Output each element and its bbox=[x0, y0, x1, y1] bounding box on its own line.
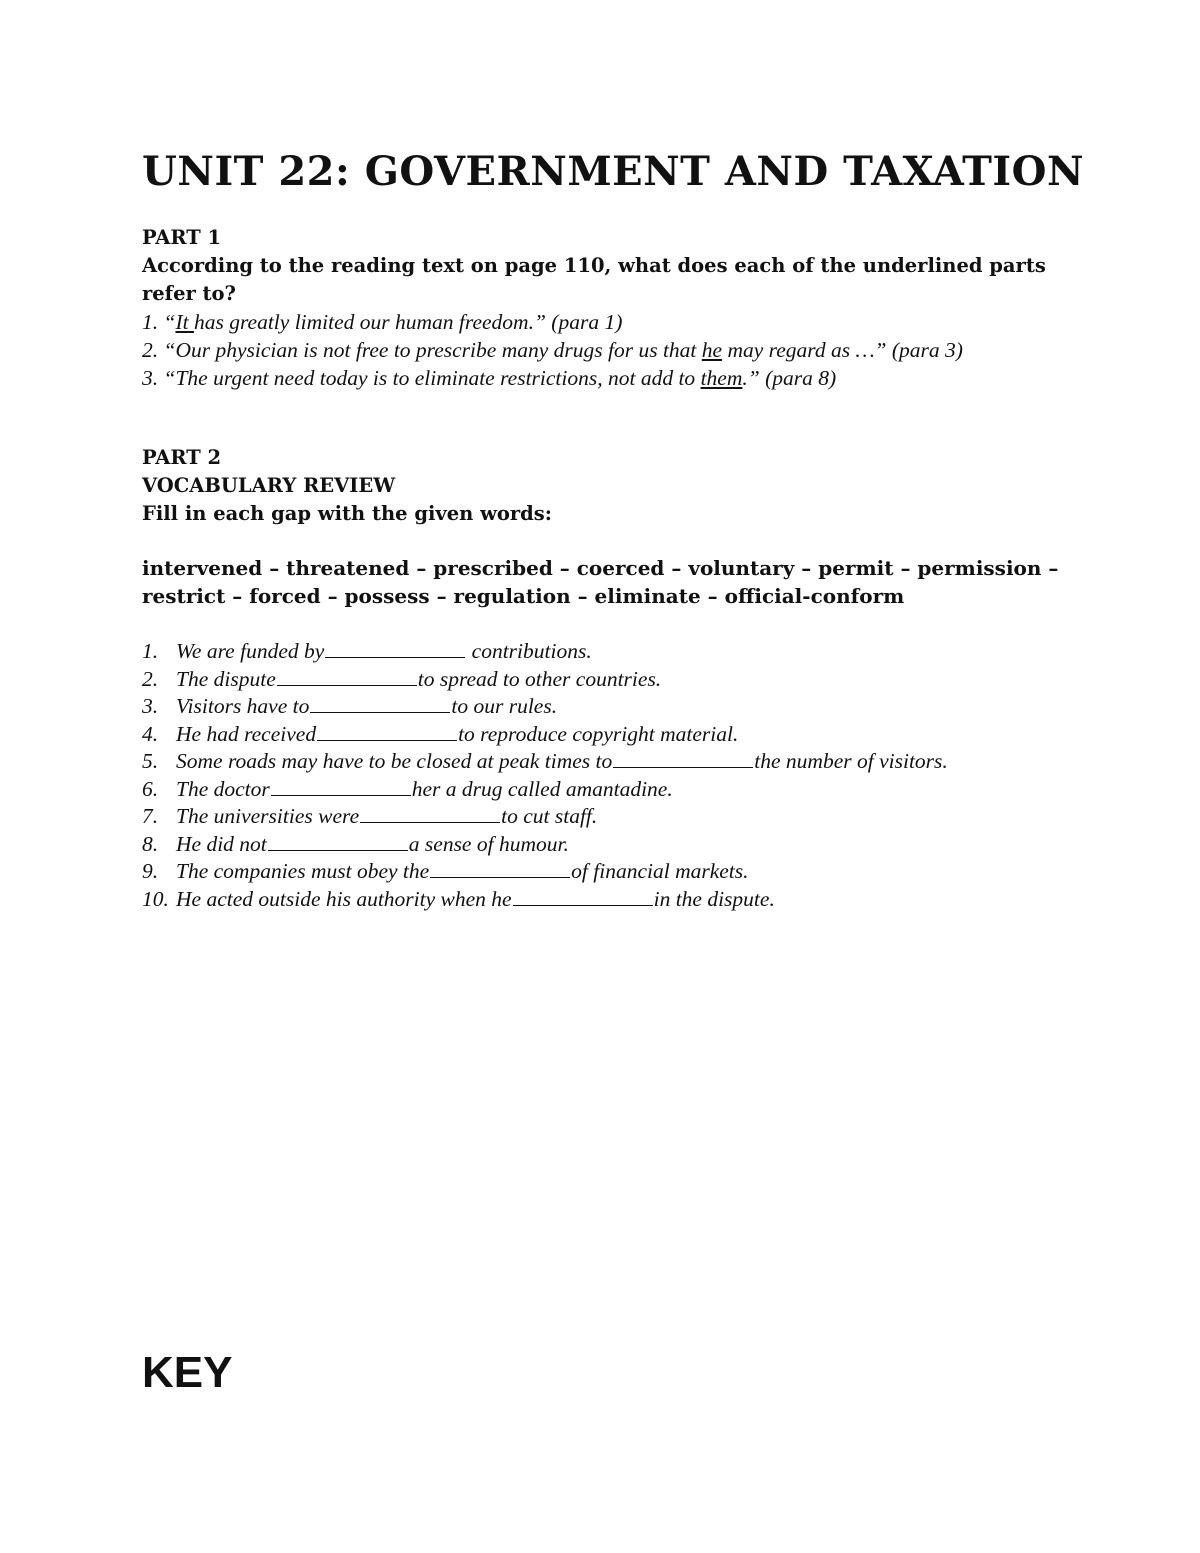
word-bank bbox=[142, 554, 1072, 610]
part1-instruction: According to the reading text on page 110, what does each of the underlined parts refer to? bbox=[142, 254, 1046, 305]
sentence-number: 9. bbox=[142, 859, 159, 883]
key-label: KEY bbox=[142, 1348, 233, 1397]
sentence-number: 8. bbox=[142, 831, 159, 856]
sentence-text: contributions. bbox=[466, 639, 592, 663]
page-title: UNIT 22: GOVERNMENT AND TAXATION bbox=[142, 148, 1085, 195]
part1-section bbox=[142, 224, 1072, 392]
underlined-reference: them bbox=[700, 366, 743, 390]
item-text: 2. “Our physician is not free to prescribe many drugs for us that bbox=[142, 338, 702, 362]
sentence-text: The dispute bbox=[176, 666, 276, 691]
part1-items bbox=[142, 308, 1072, 392]
gap-fill-list bbox=[142, 638, 1072, 913]
answer-blank[interactable] bbox=[360, 804, 500, 823]
sentence-text: He had received bbox=[176, 721, 317, 746]
sentence-number: 3. bbox=[142, 694, 159, 718]
sentence-text: to cut staff. bbox=[501, 804, 598, 828]
sentence-number: 1. bbox=[142, 639, 159, 663]
item-text: 1. “ bbox=[142, 310, 176, 334]
part2-instruction: Fill in each gap with the given words: bbox=[142, 502, 552, 525]
part1-item bbox=[142, 364, 1072, 392]
part1-heading: PART 1 bbox=[142, 226, 222, 249]
sentence-number: 2. bbox=[142, 666, 159, 691]
sentence-text: The companies must obey the bbox=[176, 859, 430, 883]
answer-blank[interactable] bbox=[268, 832, 408, 851]
sentence-text: to our rules. bbox=[451, 694, 558, 718]
word-bank-line: intervened – threatened – prescribed – coerced – voluntary – permit – permission – bbox=[142, 556, 1059, 580]
gap-sentence bbox=[142, 666, 1072, 694]
sentence-number: 6. bbox=[142, 776, 159, 801]
sentence-text: Visitors have to bbox=[176, 694, 310, 718]
part2-section bbox=[142, 444, 1072, 528]
underlined-reference: It bbox=[175, 310, 194, 334]
gap-sentence bbox=[142, 886, 1072, 914]
answer-blank[interactable] bbox=[271, 777, 411, 796]
part2-heading: PART 2 bbox=[142, 446, 222, 469]
item-text: may regard as …” (para 3) bbox=[722, 338, 963, 362]
gap-sentence bbox=[142, 638, 1072, 666]
gap-sentence bbox=[142, 693, 1072, 721]
sentence-text: He did not bbox=[176, 831, 267, 856]
answer-blank[interactable] bbox=[277, 667, 417, 686]
sentence-number: 10. bbox=[142, 886, 169, 911]
item-text: has greatly limited our human freedom.” (para 1) bbox=[193, 310, 623, 334]
sentence-text: The universities were bbox=[176, 804, 360, 828]
sentence-text: He acted outside his authority when he bbox=[176, 886, 512, 911]
underlined-reference: he bbox=[701, 338, 723, 362]
sentence-text: The doctor bbox=[176, 776, 270, 801]
answer-blank[interactable] bbox=[613, 749, 753, 768]
sentence-text: We are funded by bbox=[176, 639, 325, 663]
gap-sentence bbox=[142, 831, 1072, 859]
sentence-text: of financial markets. bbox=[571, 859, 749, 883]
part1-item bbox=[142, 336, 1072, 364]
gap-sentence bbox=[142, 776, 1072, 804]
sentence-number: 5. bbox=[142, 749, 159, 773]
sentence-text: her a drug called amantadine. bbox=[411, 776, 673, 801]
answer-blank[interactable] bbox=[310, 694, 450, 713]
item-text: .” (para 8) bbox=[742, 366, 837, 390]
sentence-text: in the dispute. bbox=[653, 886, 775, 911]
sentence-text: a sense of humour. bbox=[408, 831, 569, 856]
answer-blank[interactable] bbox=[513, 887, 653, 906]
sentence-number: 4. bbox=[142, 721, 159, 746]
gap-sentence bbox=[142, 803, 1072, 831]
gap-sentence bbox=[142, 721, 1072, 749]
sentence-text: to reproduce copyright material. bbox=[458, 721, 739, 746]
part1-item bbox=[142, 308, 1072, 336]
answer-blank[interactable] bbox=[430, 859, 570, 878]
sentence-text: Some roads may have to be closed at peak times to bbox=[176, 749, 613, 773]
sentence-number: 7. bbox=[142, 804, 159, 828]
sentence-text: the number of visitors. bbox=[754, 749, 948, 773]
gap-sentence bbox=[142, 858, 1072, 886]
answer-blank[interactable] bbox=[325, 639, 465, 658]
word-bank-line: restrict – forced – possess – regulation – eliminate – official-conform bbox=[142, 584, 905, 608]
item-text: 3. “The urgent need today is to eliminate restrictions, not add to bbox=[142, 366, 701, 390]
answer-blank[interactable] bbox=[317, 722, 457, 741]
part2-subheading: VOCABULARY REVIEW bbox=[142, 474, 396, 497]
sentence-text: to spread to other countries. bbox=[417, 666, 662, 691]
gap-sentence bbox=[142, 748, 1072, 776]
